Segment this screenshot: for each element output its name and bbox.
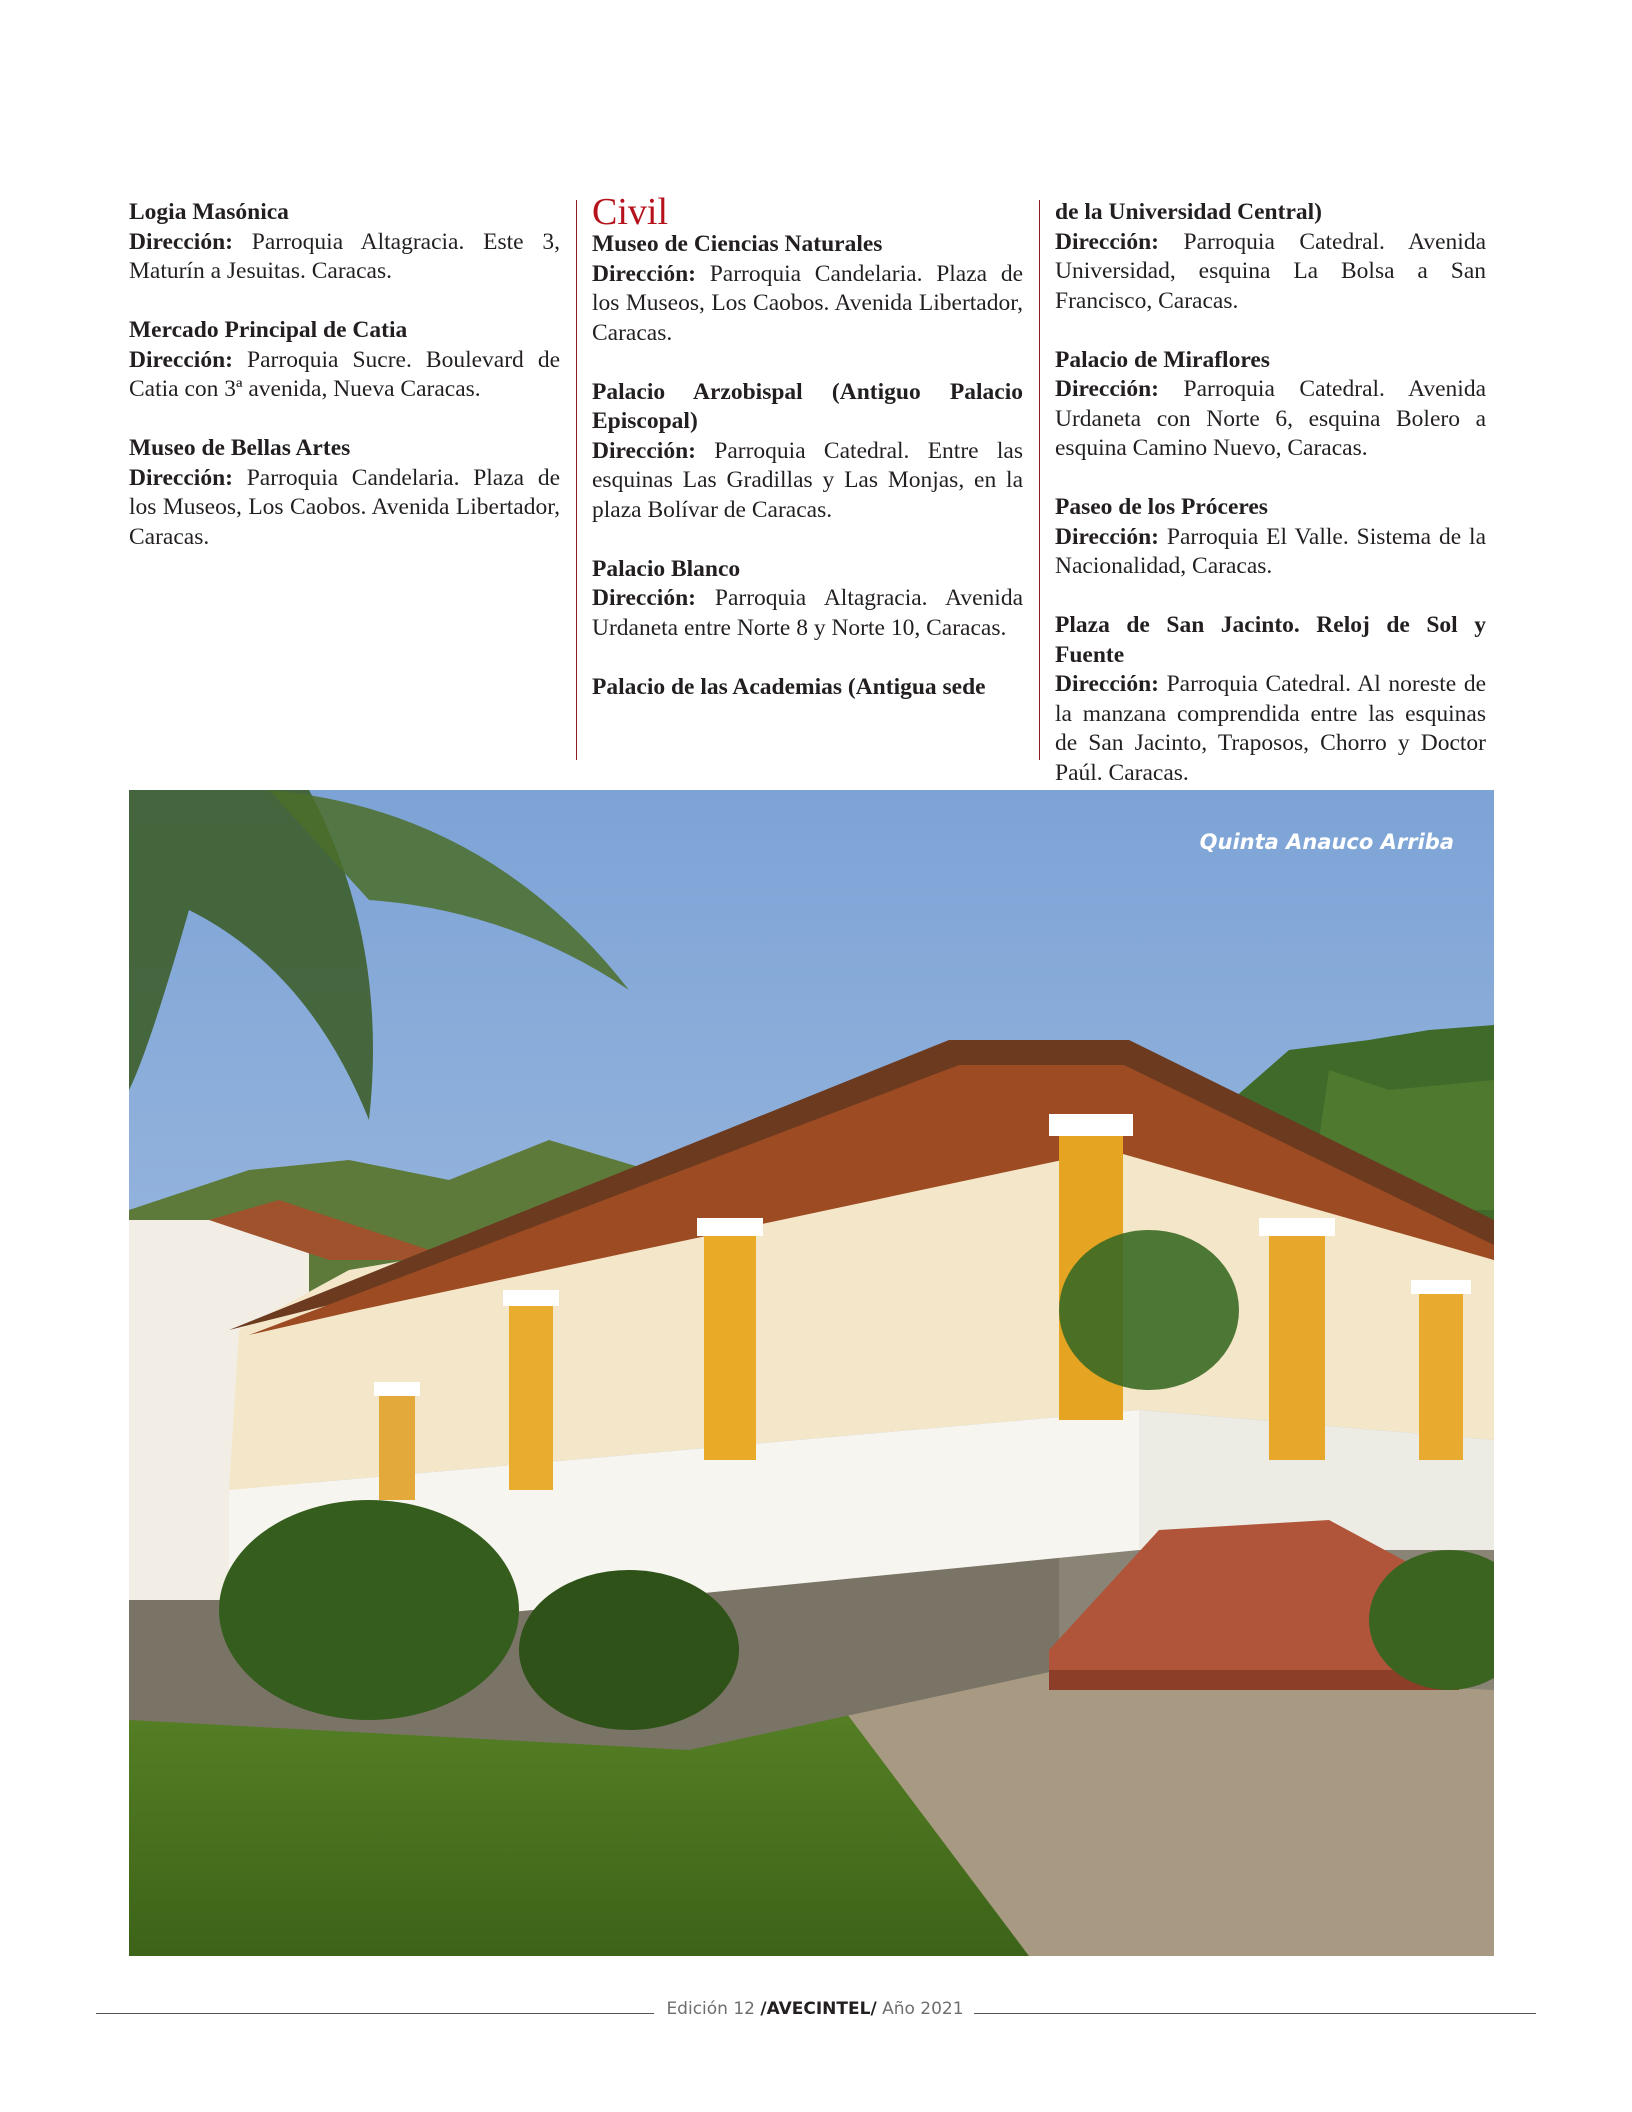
entry [1055, 611, 1486, 788]
address-label: Dirección: [1055, 523, 1159, 550]
entry-name: Plaza de San Jacinto. Reloj de Sol y Fuente [1055, 612, 1486, 668]
entry [592, 555, 1023, 644]
address-text: Parroquia Catedral. Avenida Urdaneta con Norte 6, esquina Bolero a esquina Camino Nuevo, Caracas. [1055, 376, 1487, 461]
entry-name: Paseo de los Próceres [1055, 494, 1268, 520]
address-label: Dirección: [1055, 671, 1159, 697]
entry [129, 434, 560, 552]
address-label: Dirección: [129, 346, 233, 373]
address-label: Dirección: [129, 228, 233, 255]
address-label: Dirección: [1055, 376, 1159, 402]
footer-brand: /AVECINTEL/ [760, 1999, 877, 2019]
entry-name: Logia Masónica [129, 199, 289, 225]
house-illustration [129, 790, 1494, 1956]
entry-name: Palacio de las Academias (Antigua sede [592, 673, 986, 700]
address-text: Parroquia Catedral. Avenida Universidad, esquina La Bolsa a San Francisco, Caracas. [1055, 228, 1487, 314]
entry [129, 198, 560, 287]
entry [592, 230, 1023, 348]
entry [592, 673, 1023, 703]
entry [1055, 346, 1486, 464]
column-divider [576, 200, 577, 760]
address-label: Dirección: [592, 585, 696, 611]
address-text: Parroquia Altagracia. Avenida Urdaneta entre Norte 8 y Norte 10, Caracas. [592, 585, 1024, 641]
page-footer [96, 1997, 1536, 2029]
footer-text [666, 1999, 964, 2019]
address-text: Parroquia Altagracia. Este 3, Maturín a Jesuitas. Caracas. [129, 228, 560, 284]
footer-rule-left [96, 2013, 654, 2014]
footer-edition: Edición 12 [666, 1999, 755, 2019]
address-label: Dirección: [592, 260, 696, 287]
footer-year: Año 2021 [882, 1999, 964, 2019]
entry [592, 378, 1023, 526]
photo-quinta-anauco-arriba [129, 790, 1494, 1956]
photo-caption: Quinta Anauco Arriba [1199, 830, 1454, 854]
address-label: Dirección: [592, 437, 696, 464]
column-3 [1055, 198, 1486, 788]
entry-name: Palacio de Miraflores [1055, 346, 1270, 373]
address-text: Parroquia El Valle. Sistema de la Nacionalidad, Caracas. [1055, 523, 1486, 579]
entry [1055, 198, 1486, 316]
column-1 [129, 198, 560, 552]
entry [1055, 493, 1486, 582]
footer-rule-right [974, 2013, 1536, 2014]
entry-name: Palacio Arzobispal (Antiguo Palacio Episcopal) [592, 378, 1023, 434]
entry-name: Mercado Principal de Catia [129, 317, 408, 343]
column-divider [1039, 200, 1040, 760]
address-text: Parroquia Catedral. Entre las esquinas Las Gradillas y Las Monjas, en la plaza Bolívar de Caracas. [592, 437, 1023, 523]
address-text: Parroquia Candelaria. Plaza de los Museos, Los Caobos. Avenida Libertador, Caracas. [592, 260, 1023, 346]
column-2 [592, 191, 1024, 702]
address-text: Parroquia Candelaria. Plaza de los Museos, Los Caobos. Avenida Libertador, Caracas. [129, 464, 560, 550]
entry-name: Palacio Blanco [592, 555, 741, 582]
entry [129, 316, 560, 405]
address-text: Parroquia Sucre. Boulevard de Catia con 3ª avenida, Nueva Caracas. [129, 346, 561, 402]
section-title: Civil [592, 191, 669, 233]
address-text: Parroquia Catedral. Al noreste de la manzana comprendida entre las esquinas de San Jacinto, Traposos, Chorro y Doctor Paúl. Caracas. [1055, 671, 1486, 786]
address-label: Dirección: [129, 464, 233, 491]
entry-name-continued: de la Universidad Central) [1055, 199, 1322, 225]
entry-name: Museo de Ciencias Naturales [592, 231, 883, 257]
address-label: Dirección: [1055, 228, 1159, 255]
entry-name: Museo de Bellas Artes [129, 435, 351, 461]
